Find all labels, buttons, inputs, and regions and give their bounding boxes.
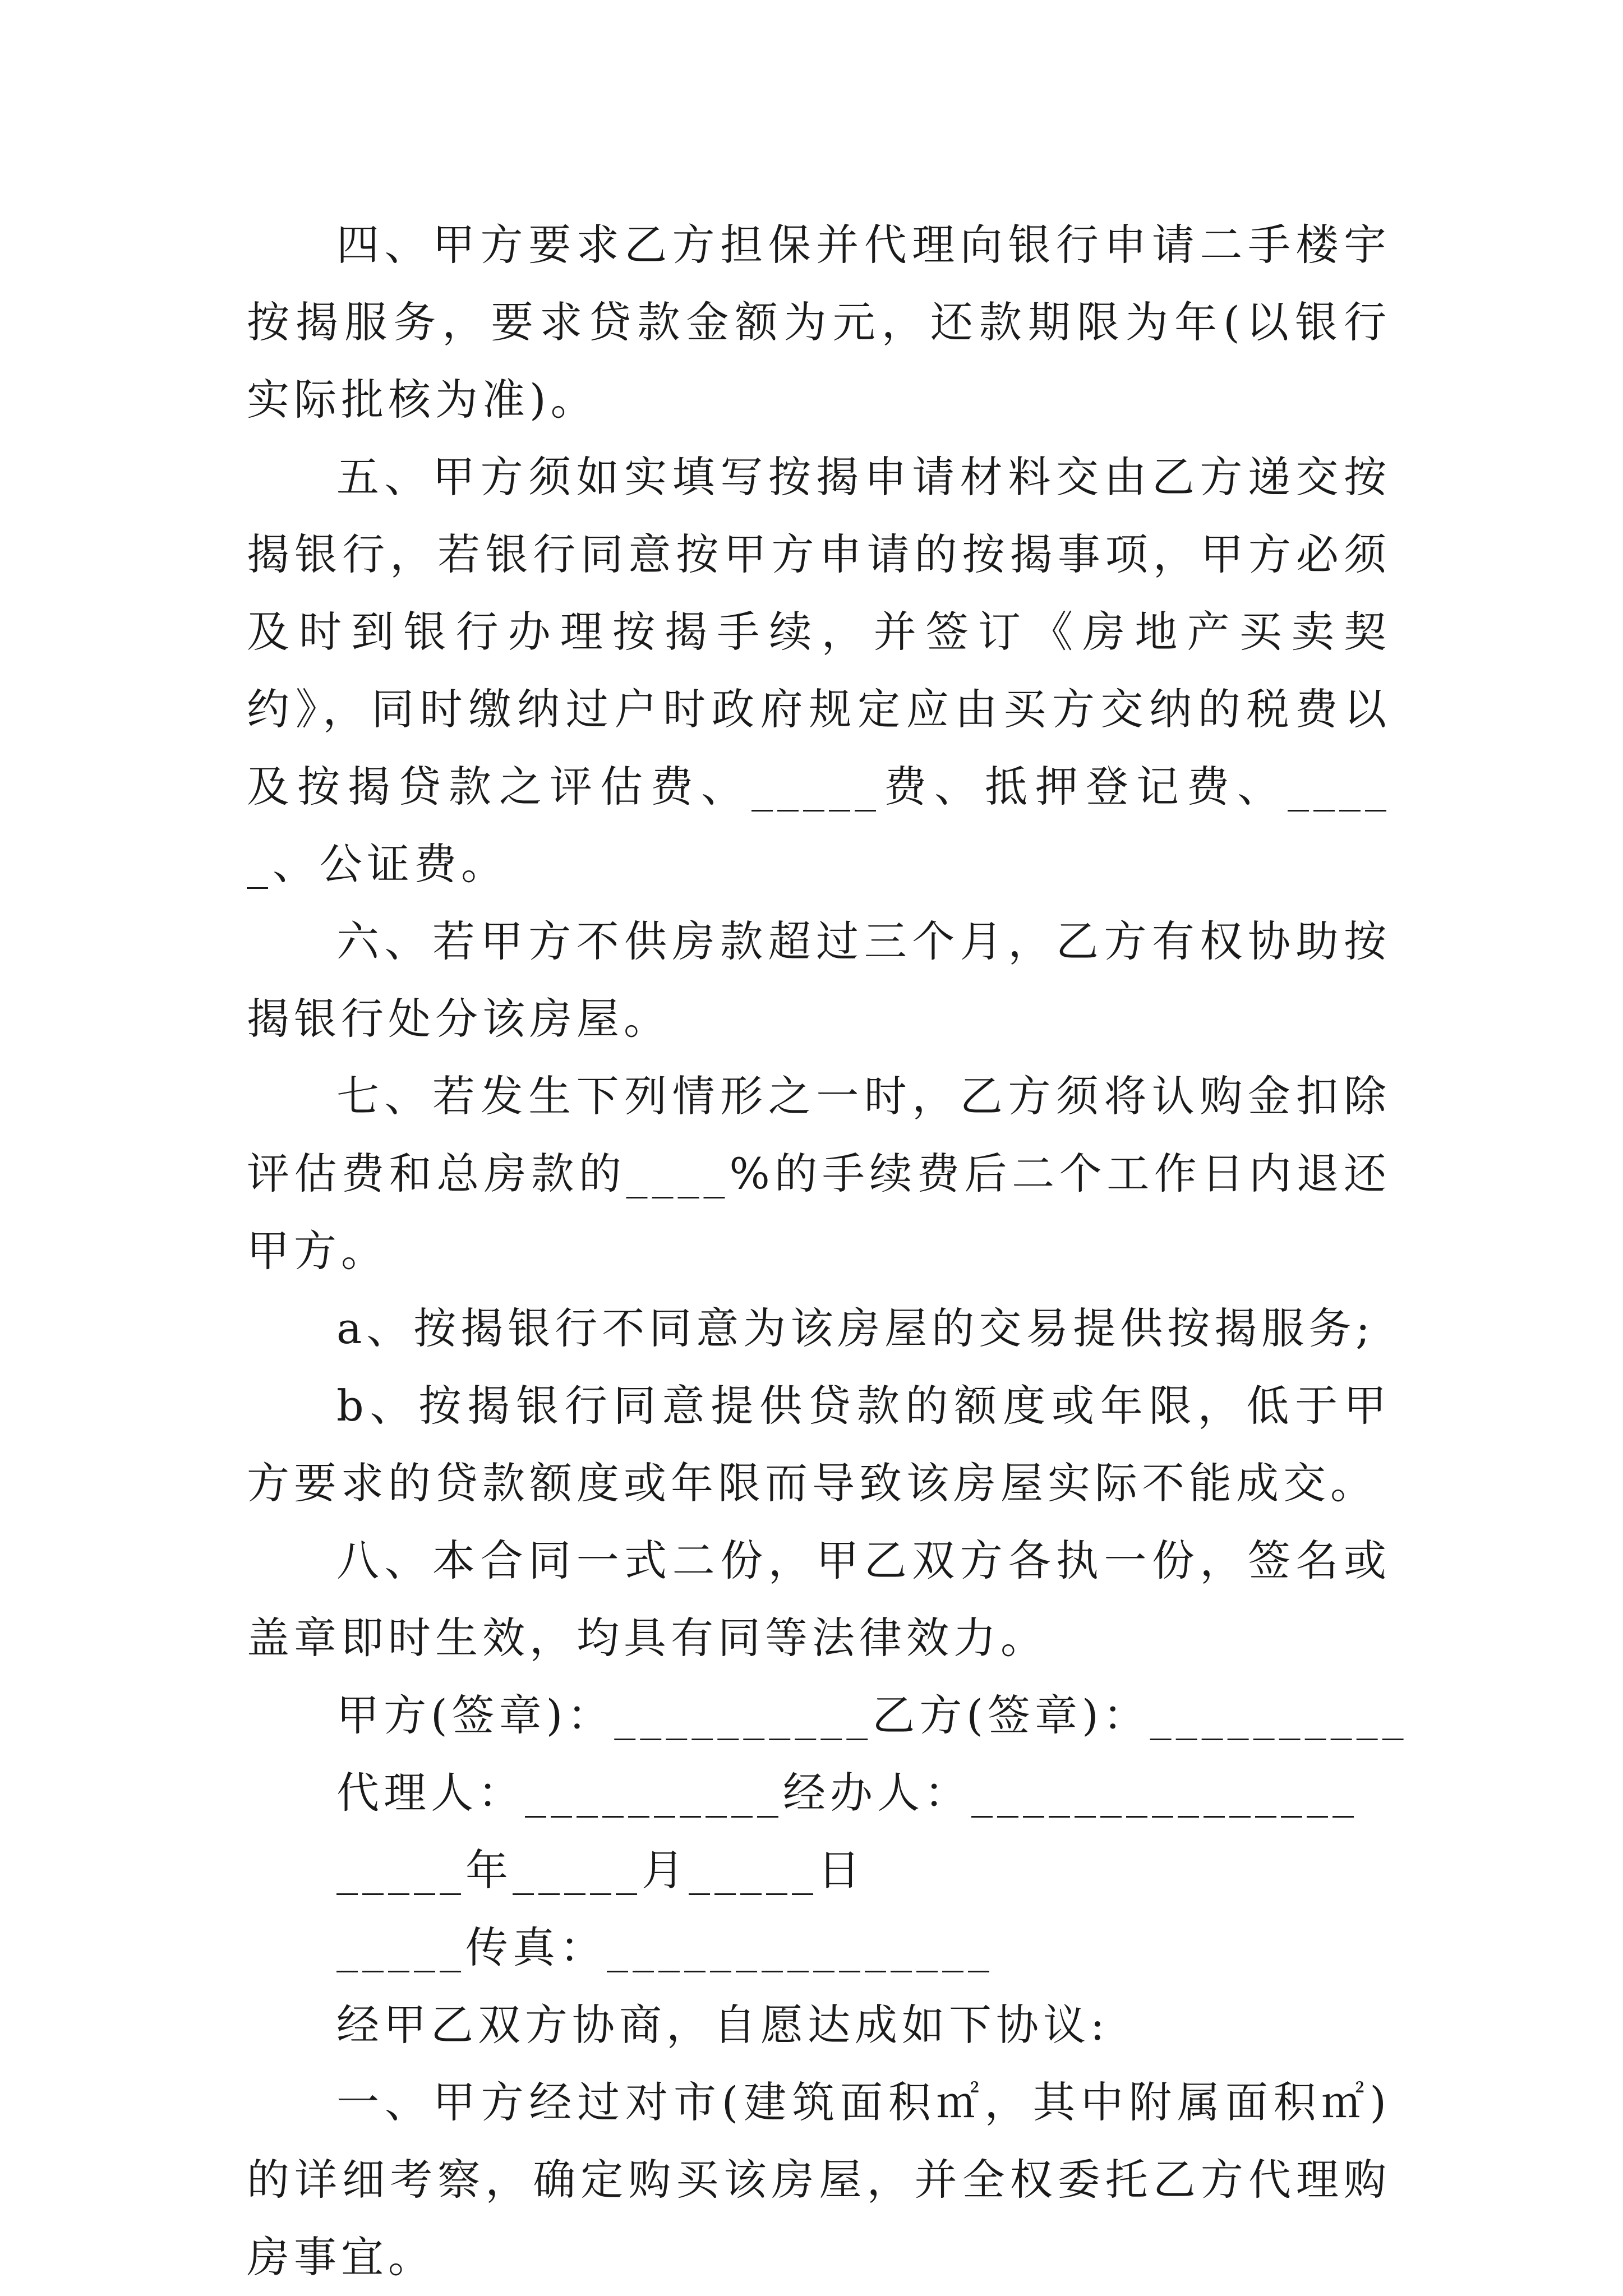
clause-4: 四、甲方要求乙方担保并代理向银行申请二手楼宇按揭服务，要求贷款金额为元，还款期限为年(以银行实际批核为准)。 [247,220,1391,425]
clause-5: 五、甲方须如实填写按揭申请材料交由乙方递交按揭银行，若银行同意按甲方申请的按揭事项，甲方必须及时到银行办理按揭手续，并签订《房地产买卖契约》，同时缴纳过户时政府规定应由买方交纳的税费以及按揭贷款之评估费、_____费、抵押登记费、_____、公证费。 [247,452,1391,889]
signature-parties-line: 甲方(签章)：__________乙方(签章)：__________ [336,1690,1408,1740]
clause-1: 一、甲方经过对市(建筑面积㎡，其中附属面积㎡)的详细考察，确定购买该房屋，并全权委托乙方代理购房事宜。 [247,2077,1391,2282]
clause-6: 六、若甲方不供房款超过三个月，乙方有权协助按揭银行处分该房屋。 [247,916,1391,1044]
signature-agents-line: 代理人：__________经办人：_______________ [336,1768,1358,1818]
date-line: _____年_____月_____日 [336,1845,865,1895]
agreement-intro: 经甲乙双方协商，自愿达成如下协议: [336,2000,1109,2050]
fax-line: _____传真：_______________ [336,1922,994,1972]
clause-8: 八、本合同一式二份，甲乙双方各执一份，签名或盖章即时生效，均具有同等法律效力。 [247,1536,1391,1663]
contract-body [247,206,1408,2296]
clause-7: 七、若发生下列情形之一时，乙方须将认购金扣除评估费和总房款的____%的手续费后二个工作日内退还甲方。 [247,1071,1391,1276]
clause-7a: a、按揭银行不同意为该房屋的交易提供按揭服务; [336,1303,1375,1353]
clause-7b: b、按揭银行同意提供贷款的额度或年限，低于甲方要求的贷款额度或年限而导致该房屋实际不能成交。 [247,1381,1391,1508]
